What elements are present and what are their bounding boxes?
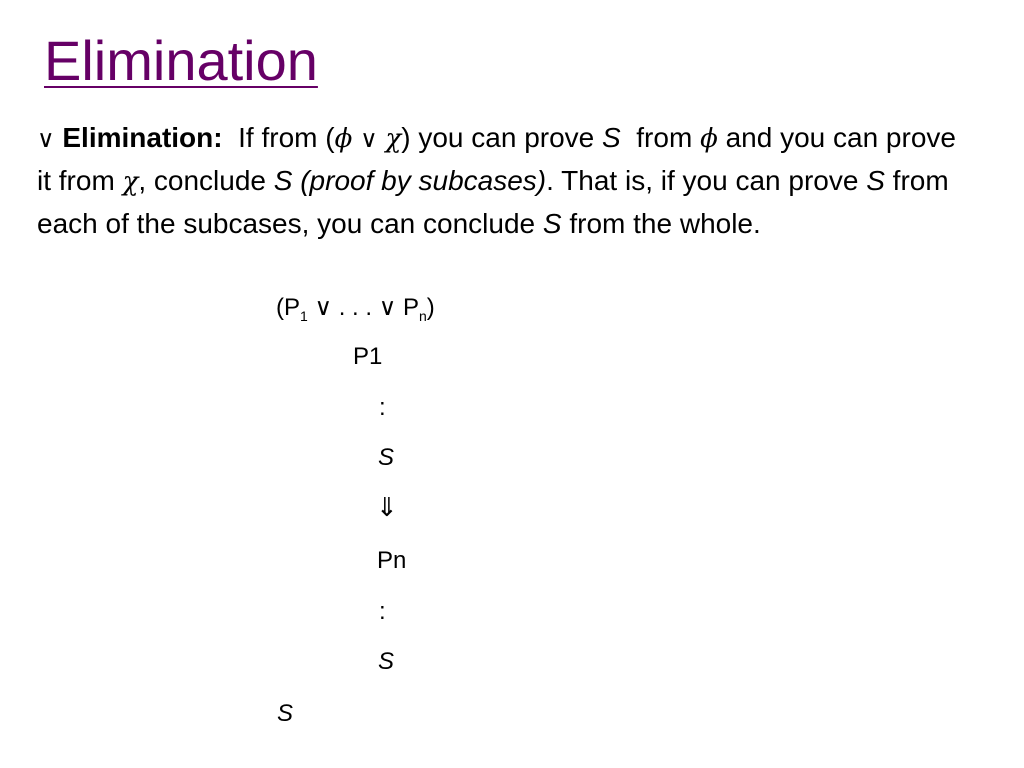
sentence-s: S (602, 122, 621, 153)
or-symbol: ∨ (314, 293, 333, 321)
text-segment: ) you can prove (401, 122, 595, 153)
sentence-s: S (866, 165, 885, 196)
text-segment: from (636, 122, 693, 153)
close-paren: ) (426, 294, 435, 321)
ellipsis: . . . (338, 294, 373, 321)
disjunct-p: (P (276, 294, 300, 321)
or-symbol: ∨ (378, 293, 397, 321)
or-symbol: ∨ (360, 125, 378, 153)
proof-by-subcases: (proof by subcases) (300, 165, 547, 196)
subscript-n: n (419, 307, 427, 324)
sentence-s: S (378, 648, 395, 675)
disjunction-line (276, 293, 435, 324)
text-segment: If from ( (238, 122, 335, 153)
phi-symbol: ϕ (334, 124, 353, 154)
slide-title: Elimination (44, 29, 318, 92)
or-symbol: ∨ (37, 125, 55, 153)
rule-description (37, 117, 977, 244)
vertical-ellipsis: : (379, 394, 386, 421)
text-segment: and you can prove it from (37, 122, 956, 196)
text-segment: from the whole. (569, 208, 761, 239)
chi-symbol: χ (385, 124, 402, 154)
disjunct-p: P (402, 294, 419, 321)
sentence-s: S (378, 444, 395, 471)
case-pn: Pn (377, 547, 407, 574)
rule-name: Elimination: (62, 122, 223, 153)
text-segment: from each of the subcases, you can conclude (37, 165, 949, 239)
text-segment: . That is, if you can prove (546, 165, 859, 196)
chi-symbol: χ (122, 167, 139, 197)
sentence-s: S (273, 165, 293, 196)
sentence-s: S (542, 208, 562, 239)
case-p1: P1 (353, 343, 383, 370)
down-double-arrow-icon: ⇓ (376, 493, 398, 523)
conclusion-s: S (277, 700, 294, 727)
phi-symbol: ϕ (700, 124, 718, 154)
text-segment: , conclude (138, 165, 266, 196)
vertical-ellipsis: : (379, 598, 386, 625)
subscript-1: 1 (300, 307, 308, 324)
